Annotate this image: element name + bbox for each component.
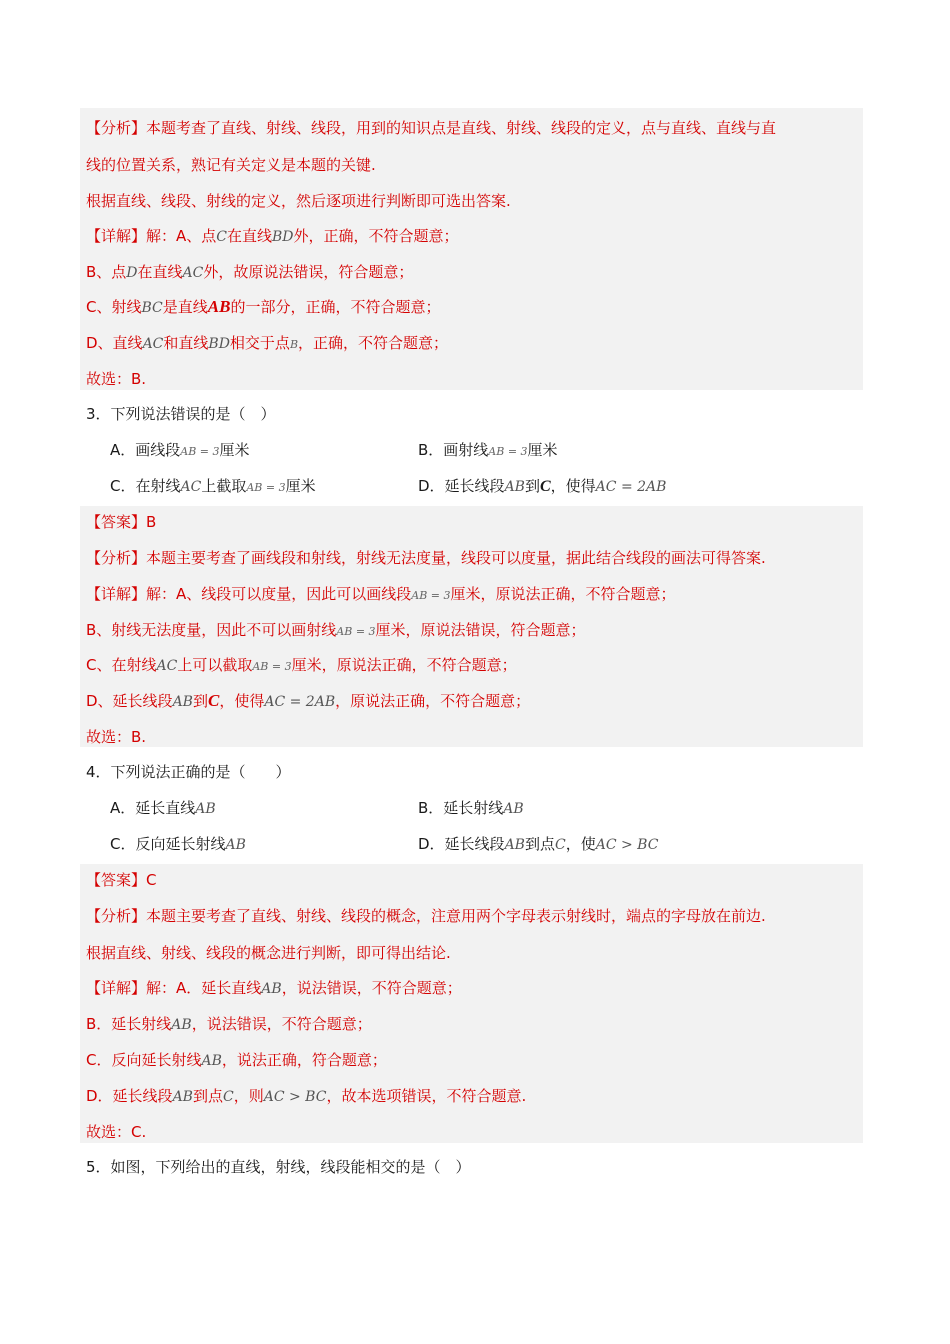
q4-option-d <box>418 834 658 855</box>
math-symbol: AB <box>207 297 231 316</box>
conclusion-text: 故选：B. <box>86 728 147 746</box>
q3-detail-line-b <box>86 620 586 640</box>
math-symbol: AC = 2AB <box>595 479 667 495</box>
q3-option-c <box>110 476 316 498</box>
detail-text: ，说法错误，不符合题意； <box>191 1015 372 1033</box>
q2-analysis-line-1 <box>86 118 776 138</box>
math-symbol: AB <box>261 981 282 997</box>
option-text: 厘米 <box>219 441 250 459</box>
detail-text: C、射线 <box>86 298 142 316</box>
answer-tag: 【答案】 <box>86 513 147 531</box>
conclusion-text: 故选：B. <box>86 370 147 388</box>
math-symbol: AC <box>182 265 204 281</box>
math-symbol: C <box>207 691 220 710</box>
detail-text: 和直线 <box>163 334 209 352</box>
option-text: B．延长射线 <box>418 799 504 817</box>
detail-text: B、射线无法度量，因此不可以画射线 <box>86 621 337 639</box>
detail-text: B、点 <box>86 263 127 281</box>
q3-answer <box>86 512 156 532</box>
math-symbol: AB <box>504 837 525 853</box>
detail-tag: 【详解】 <box>86 979 147 997</box>
detail-text: 解：A．延长直线 <box>146 979 262 997</box>
math-symbol: AB = 3 <box>252 660 292 673</box>
q2-analysis-line-3 <box>86 191 511 211</box>
detail-text: B．延长射线 <box>86 1015 172 1033</box>
detail-tag: 【详解】 <box>86 227 147 245</box>
analysis-text: 本题主要考查了直线、射线、线段的概念，注意用两个字母表示射线时，端点的字母放在前边. <box>146 907 766 925</box>
math-symbol: AB <box>172 694 193 710</box>
math-symbol: AB <box>172 1089 193 1105</box>
math-symbol: AC > BC <box>263 1089 327 1105</box>
option-text: D．延长线段 <box>418 835 505 853</box>
option-text: ，使 <box>565 835 596 853</box>
option-text: 上截取 <box>201 477 247 495</box>
detail-text: 在直线 <box>227 227 273 245</box>
detail-text: 是直线 <box>162 298 208 316</box>
option-text: 到点 <box>524 835 555 853</box>
math-symbol: AB = 3 <box>180 445 220 458</box>
answer-tag: 【答案】 <box>86 871 147 889</box>
math-symbol: B <box>289 338 299 351</box>
detail-text: ，故本选项错误，不符合题意. <box>326 1087 527 1105</box>
math-symbol: D <box>126 265 138 281</box>
q5-stem: 5．如图，下列给出的直线，射线，线段能相交的是（ ） <box>86 1158 471 1176</box>
math-symbol: AB = 3 <box>336 625 376 638</box>
q3-analysis <box>86 548 766 568</box>
math-symbol: AB = 3 <box>246 481 286 494</box>
detail-tag: 【详解】 <box>86 585 147 603</box>
detail-text: 的一部分，正确，不符合题意； <box>230 298 441 316</box>
option-text: 厘米 <box>527 441 558 459</box>
detail-text: 到点 <box>192 1087 223 1105</box>
detail-text: 厘米，原说法正确，不符合题意； <box>291 656 517 674</box>
detail-text: 外，正确，不符合题意； <box>293 227 459 245</box>
q3-detail-line-c <box>86 655 517 675</box>
q4-conclusion <box>86 1122 146 1142</box>
detail-text: 外，故原说法错误，符合题意； <box>203 263 414 281</box>
option-text: 到 <box>524 477 540 495</box>
q4-detail-line-a <box>86 978 462 998</box>
detail-text: 上可以截取 <box>177 656 253 674</box>
math-symbol: AB <box>225 837 246 853</box>
math-symbol: AC > BC <box>595 837 659 853</box>
q2-conclusion <box>86 369 146 389</box>
math-symbol: AB <box>171 1017 192 1033</box>
math-symbol: AB = 3 <box>411 589 451 602</box>
q3-detail-line-a <box>86 584 676 604</box>
q4-analysis-line-2 <box>86 943 451 963</box>
q4-option-c <box>110 834 246 855</box>
option-text: B．画射线 <box>418 441 489 459</box>
math-symbol: C <box>554 837 566 853</box>
analysis-text: 根据直线、线段、射线的定义，然后逐项进行判断即可选出答案. <box>86 192 511 210</box>
analysis-text: 本题考查了直线、射线、线段，用到的知识点是直线、射线、线段的定义，点与直线、直线与直 <box>146 119 777 137</box>
detail-text: 厘米，原说法错误，符合题意； <box>375 621 586 639</box>
detail-text: 到 <box>192 692 208 710</box>
q2-detail-line-d <box>86 333 448 353</box>
analysis-text: 本题主要考查了画线段和射线，射线无法度量，线段可以度量，据此结合线段的画法可得答案. <box>146 549 766 567</box>
math-symbol: AC <box>180 479 202 495</box>
q4-option-b <box>418 798 524 819</box>
math-symbol: BD <box>272 229 294 245</box>
detail-text: D、延长线段 <box>86 692 173 710</box>
q4-analysis-line-1 <box>86 906 766 926</box>
math-symbol: C <box>539 478 551 495</box>
conclusion-text: 故选：C. <box>86 1123 147 1141</box>
detail-text: 在直线 <box>137 263 183 281</box>
option-text: D．延长线段 <box>418 477 505 495</box>
detail-text: C．反向延长射线 <box>86 1051 202 1069</box>
q3-option-b <box>418 440 558 462</box>
analysis-text: 线的位置关系，熟记有关定义是本题的关键. <box>86 156 376 174</box>
math-symbol: AC <box>156 658 178 674</box>
math-symbol: AB <box>504 479 525 495</box>
detail-text: 解：A、线段可以度量，因此可以画线段 <box>146 585 412 603</box>
option-text: ，使得 <box>550 477 596 495</box>
detail-text: 相交于点 <box>229 334 290 352</box>
math-symbol: AC = 2AB <box>264 694 336 710</box>
math-symbol: AB <box>503 801 524 817</box>
math-symbol: BC <box>141 300 163 316</box>
analysis-tag: 【分析】 <box>86 119 147 137</box>
detail-text: 解：A、点 <box>146 227 217 245</box>
option-text: C．反向延长射线 <box>110 835 226 853</box>
detail-text: C、在射线 <box>86 656 157 674</box>
option-text: 厘米 <box>285 477 316 495</box>
q2-detail-line-b <box>86 262 413 282</box>
option-text: C．在射线 <box>110 477 181 495</box>
detail-text: ，说法错误，不符合题意； <box>281 979 462 997</box>
math-symbol: C <box>222 1089 234 1105</box>
answer-value: B <box>146 513 157 531</box>
analysis-tag: 【分析】 <box>86 907 147 925</box>
answer-value: C <box>146 871 157 889</box>
detail-text: ，则 <box>233 1087 264 1105</box>
math-symbol: AB = 3 <box>488 445 528 458</box>
q2-detail-line-a <box>86 226 459 246</box>
q3-option-d <box>418 476 666 497</box>
detail-text: 厘米，原说法正确，不符合题意； <box>450 585 676 603</box>
q4-detail-line-d <box>86 1086 526 1106</box>
math-symbol: AC <box>142 336 164 352</box>
detail-text: ，正确，不符合题意； <box>298 334 449 352</box>
analysis-text: 根据直线、射线、线段的概念进行判断，即可得出结论. <box>86 944 451 962</box>
analysis-tag: 【分析】 <box>86 549 147 567</box>
detail-text: D．延长线段 <box>86 1087 173 1105</box>
option-text: A．延长直线 <box>110 799 196 817</box>
detail-text: D、直线 <box>86 334 143 352</box>
q4-stem: 4．下列说法正确的是（ ） <box>86 763 291 781</box>
math-symbol: C <box>216 229 227 245</box>
q3-option-a <box>110 440 250 462</box>
detail-text: ，说法正确，符合题意； <box>221 1051 387 1069</box>
math-symbol: AB <box>195 801 216 817</box>
math-symbol: AB <box>201 1053 222 1069</box>
math-symbol: BD <box>208 336 230 352</box>
option-text: A．画线段 <box>110 441 181 459</box>
q4-answer <box>86 870 157 890</box>
q3-stem: 3．下列说法错误的是（ ） <box>86 405 276 423</box>
q4-option-a <box>110 798 216 819</box>
q2-detail-line-c <box>86 297 440 317</box>
q3-conclusion <box>86 727 146 747</box>
detail-text: ，原说法正确，不符合题意； <box>335 692 531 710</box>
q4-detail-line-c <box>86 1050 387 1070</box>
detail-text: ，使得 <box>219 692 265 710</box>
q2-analysis-line-2 <box>86 155 376 175</box>
q4-detail-line-b <box>86 1014 372 1034</box>
q3-detail-line-d <box>86 691 530 711</box>
